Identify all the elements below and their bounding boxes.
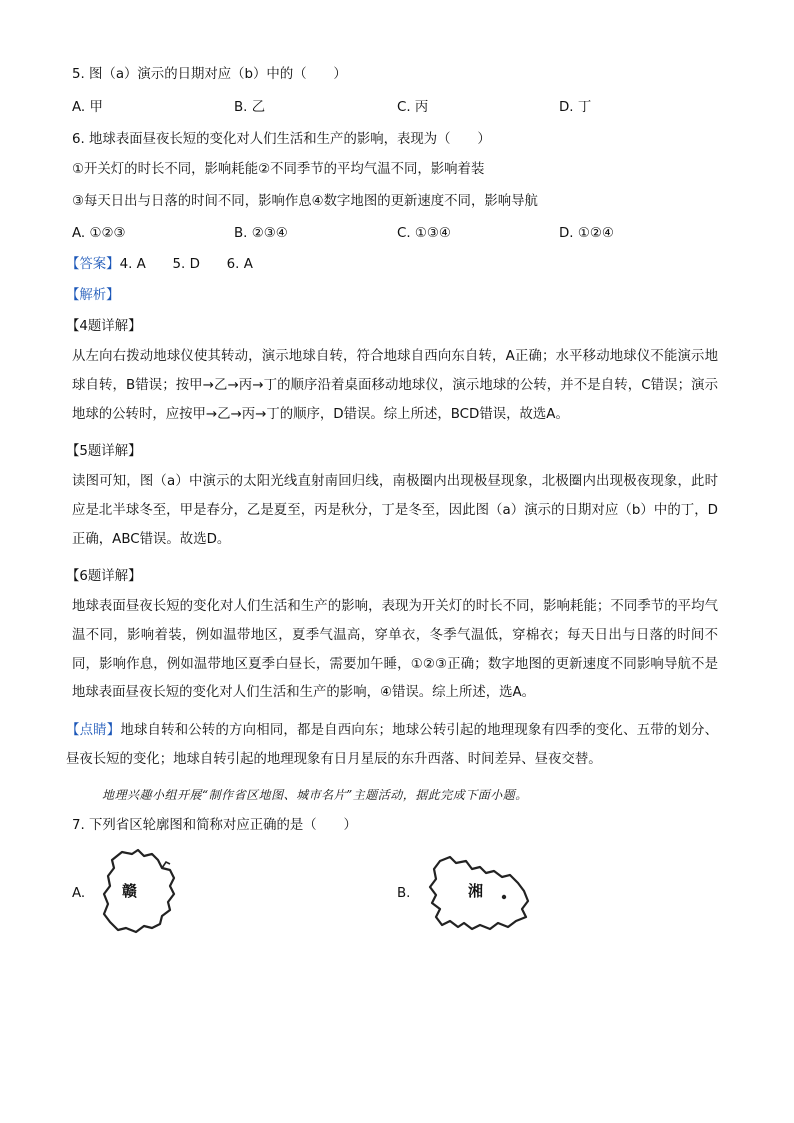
q6-statement-line-2: ③每天日出与日落的时间不同，影响作息④数字地图的更新速度不同，影响导航 <box>72 194 538 209</box>
answer-tag: 【答案】 <box>66 257 120 272</box>
q5-stem: 5. 图（a）演示的日期对应（b）中的（ ） <box>72 67 347 82</box>
detail-6-title: 【6题详解】 <box>66 569 142 584</box>
answer-line <box>66 256 253 274</box>
group-intro: 地理兴趣小组开展“制作省区地图、城市名片”主题活动，据此完成下面小题。 <box>102 788 528 802</box>
detail-4-text: 从左向右拨动地球仪使其转动，演示地球自转，符合地球自西向东自转，A正确；水平移动地球仪不能演示地球自转，B错误；按甲→乙→丙→丁的顺序沿着桌面移动地球仪，演示地球的公转，并不是自转，C错误；演示地球的公转时，应按甲→乙→丙→丁的顺序，D错误。综上所述，BCD错误，故选A。 <box>72 349 718 422</box>
q7-map-b-abbr: 湘 <box>468 882 484 900</box>
q5-option-a: A. 甲 <box>72 100 103 115</box>
detail-5-title: 【5题详解】 <box>66 444 142 459</box>
q6-statement-line-1: ①开关灯的时长不同，影响耗能②不同季节的平均气温不同，影响着装 <box>72 162 485 177</box>
q6-option-b: B. ②③④ <box>234 226 288 241</box>
tip-tag: 【点睛】 <box>66 723 121 738</box>
detail-5-text: 读图可知，图（a）中演示的太阳光线直射南回归线，南极圈内出现极昼现象，北极圈内出现极夜现象，此时应是北半球冬至，甲是春分，乙是夏至，丙是秋分，丁是冬至，因此图（a）演示的日期对应（b）中的丁，D正确，ABC错误。故选D。 <box>72 474 718 547</box>
q6-option-a: A. ①②③ <box>72 226 126 241</box>
q5-option-b: B. 乙 <box>234 100 266 115</box>
q7-stem: 7. 下列省区轮廓图和简称对应正确的是（ ） <box>72 818 357 833</box>
jiangxi-outline-map <box>100 848 180 934</box>
q6-stem: 6. 地球表面昼夜长短的变化对人们生活和生产的影响，表现为（ ） <box>72 132 491 147</box>
q6-option-c: C. ①③④ <box>397 226 451 241</box>
q7-option-b-label: B. <box>397 886 411 901</box>
analysis-tag: 【解析】 <box>66 288 120 303</box>
q7-map-a-abbr: 赣 <box>122 882 138 900</box>
q5-option-c: C. 丙 <box>397 100 429 115</box>
q7-option-a-label: A. <box>72 886 86 901</box>
answer-values: 4. A 5. D 6. A <box>119 257 253 272</box>
tip-paragraph <box>66 717 718 775</box>
q6-option-d: D. ①②④ <box>559 226 614 241</box>
tip-text: 地球自转和公转的方向相同，都是自西向东；地球公转引起的地理现象有四季的变化、五带的划分、昼夜长短的变化；地球自转引起的地理现象有日月星辰的东升西落、时间差异、昼夜交替。 <box>66 723 719 767</box>
q5-option-d: D. 丁 <box>559 100 592 115</box>
detail-4-title: 【4题详解】 <box>66 319 142 334</box>
detail-6-text: 地球表面昼夜长短的变化对人们生活和生产的影响，表现为开关灯的时长不同，影响耗能；不同季节的平均气温不同，影响着装，例如温带地区，夏季气温高，穿单衣，冬季气温低，穿棉衣；每天日出与日落的时间不同，影响作息，例如温带地区夏季白昼长，需要加午睡，①②③正确；数字地图的更新速度不同影响导航不是地球表面昼夜长短的变化对人们生活和生产的影响，④错误。综上所述，选A。 <box>72 599 718 701</box>
